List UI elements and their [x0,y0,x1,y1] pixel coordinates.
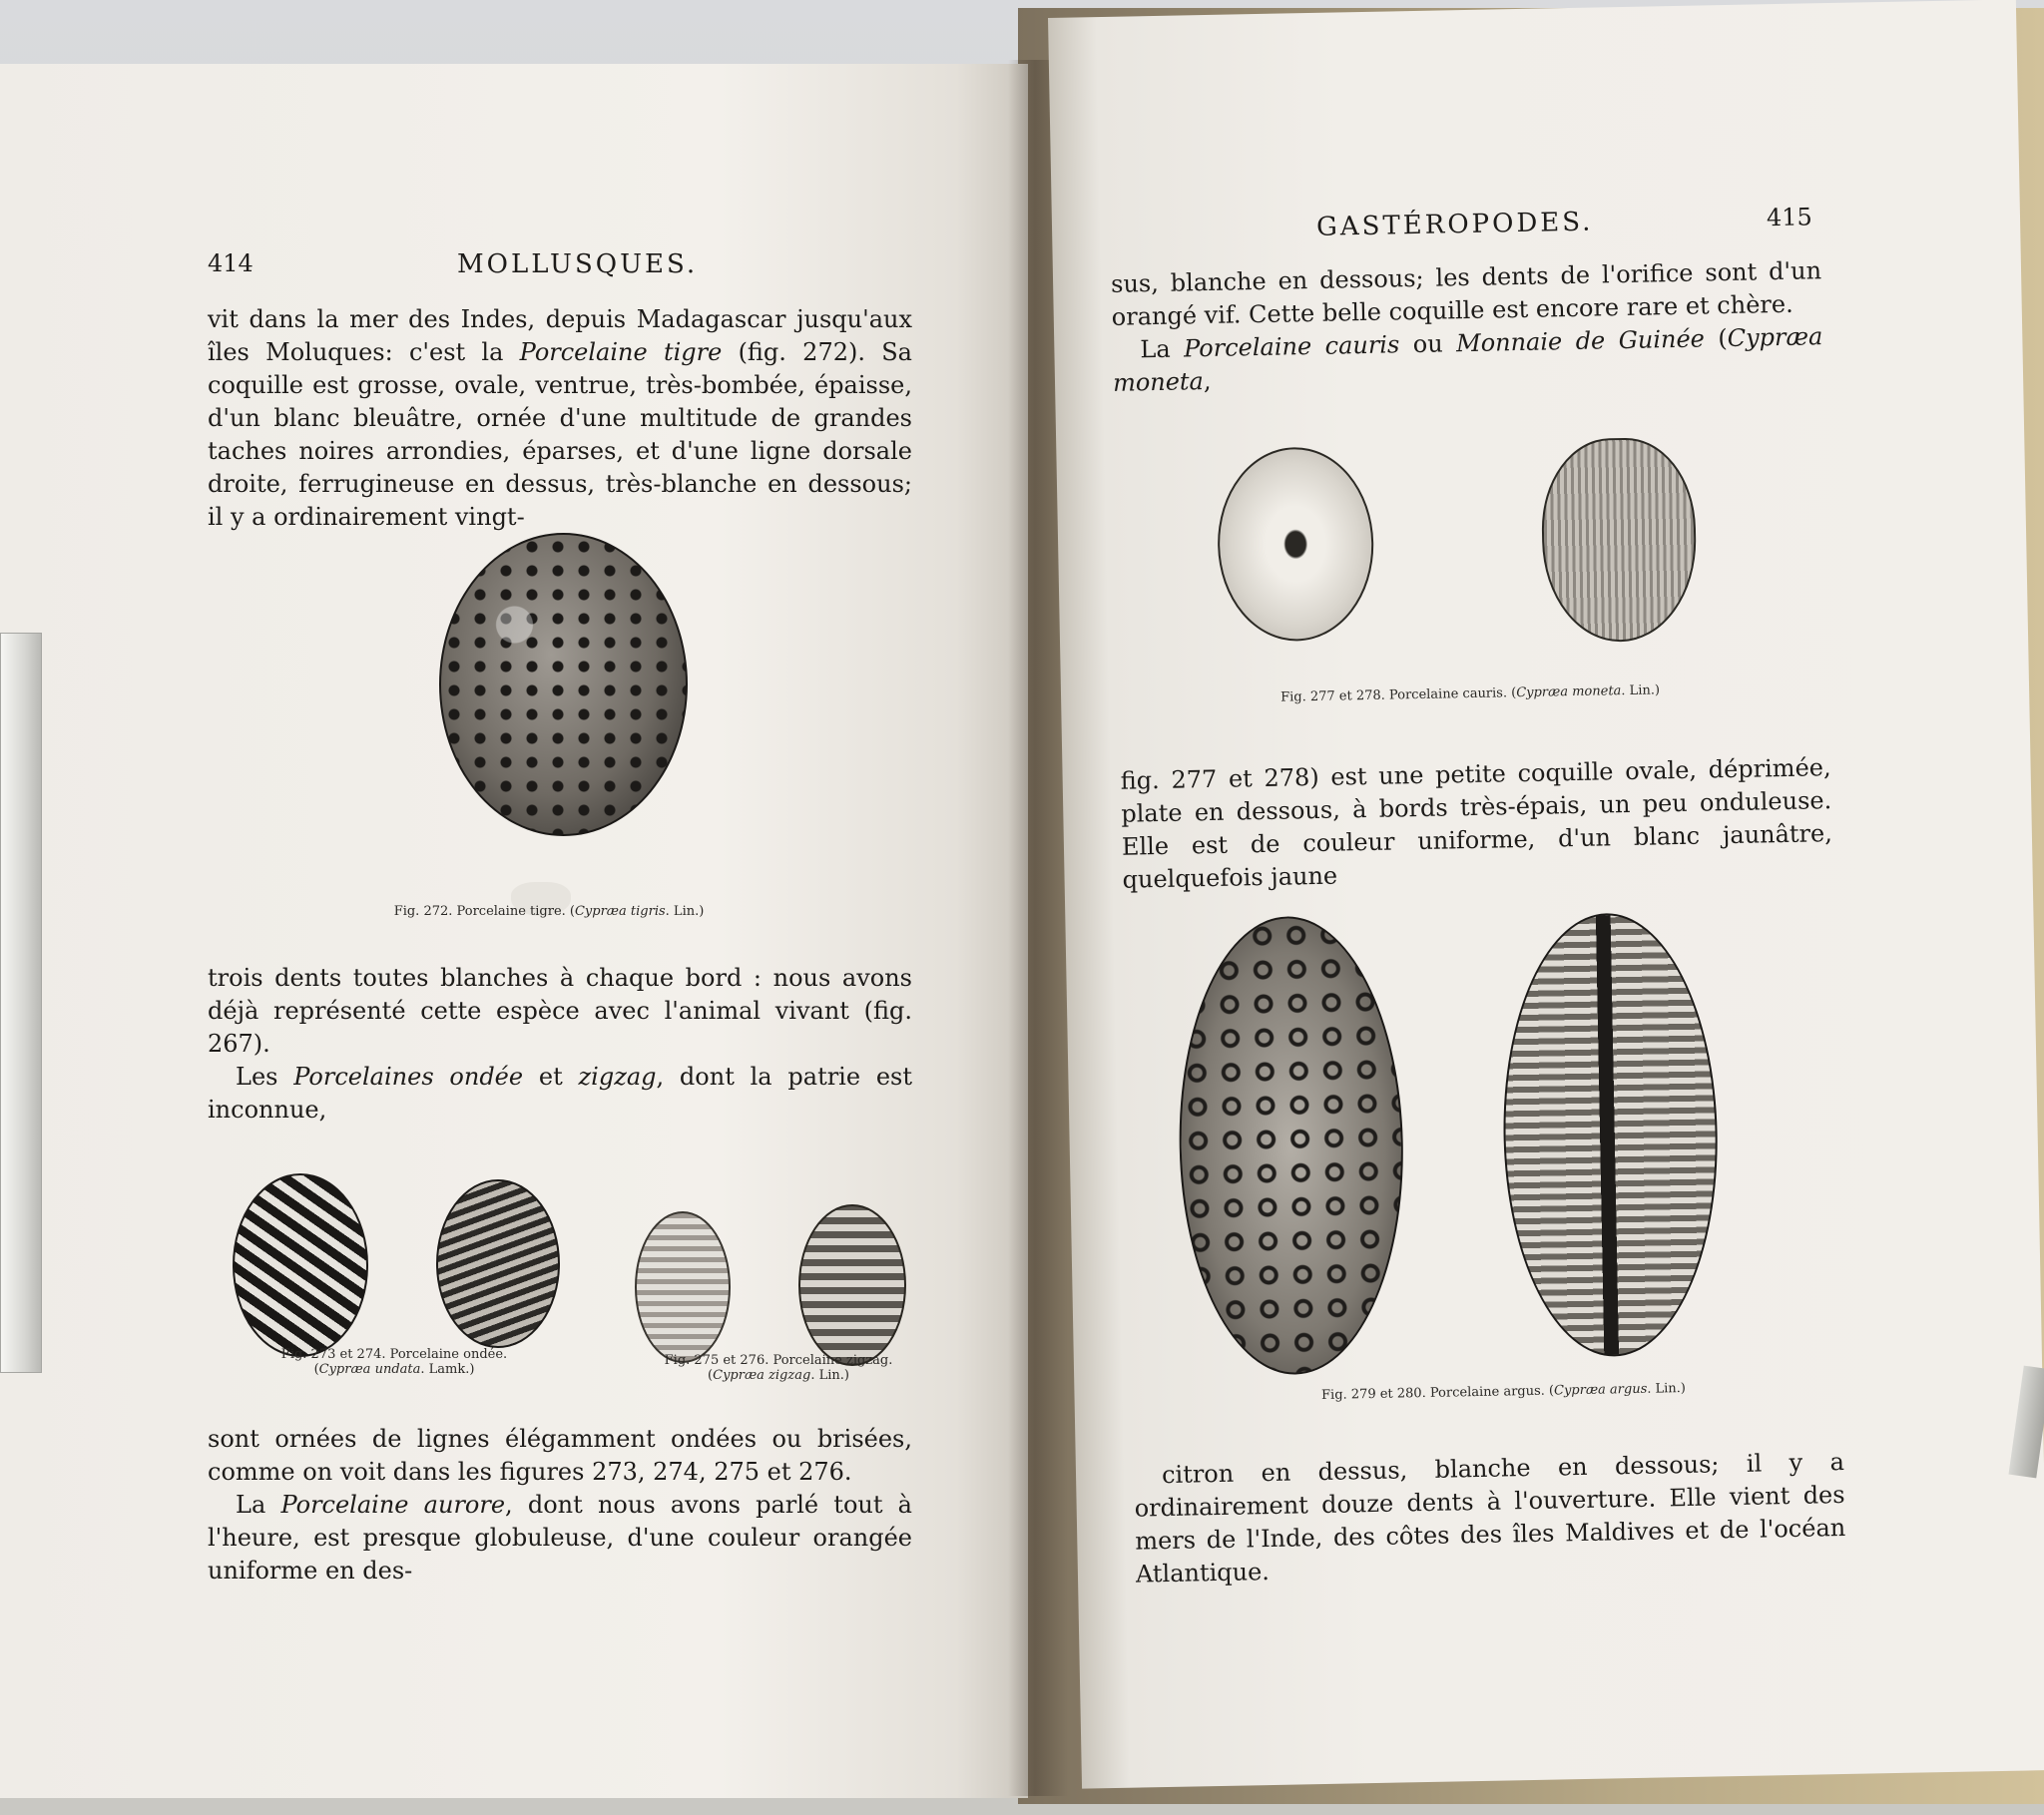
shell-argus-illustration-back [1175,914,1407,1376]
italic-text-run: Cypræa argus [1553,1381,1648,1399]
italic-text-run: Cypræa moneta [1112,322,1823,397]
text-run: , dont la patrie est inconnue, [208,1063,913,1124]
text-run: et [523,1063,579,1091]
left-page [0,64,1028,1798]
text-run: fig. 277 et 278) est une petite coquille ovale, déprimée, plate en dessous, à bords très-épais, un peu onduleuse. Elle est de couleur uniforme, d'un blanc jaunâtre, quelquefois jaune [1120,753,1833,894]
bookmark-strip-left [0,633,42,1373]
right-page [1048,0,2044,1789]
left-para-2 [208,962,912,1127]
left-para-1 [208,303,912,534]
shell-zigzag-illustration-1 [635,1211,731,1363]
right-para-2 [1120,751,1832,897]
text-run: ( [313,1362,319,1377]
shell-zigzag-illustration-2 [798,1204,906,1366]
text-run: ou [1399,329,1457,359]
text-run: . Lin.) [1621,682,1661,699]
italic-text-run: Porcelaines ondée [293,1063,524,1091]
running-head-left: MOLLUSQUES. [457,249,699,279]
shell-ondee-illustration-2 [436,1179,560,1348]
caption-fig-273-274: Fig. 273 et 274. Porcelaine ondée. (Cypræa undata. Lamk.) [280,1347,508,1377]
text-run: La [1140,334,1185,364]
text-run: Fig. 279 et 280. Porcelaine argus. ( [1320,1383,1555,1403]
italic-text-run: zigzag [578,1063,657,1091]
text-run: vit dans la mer des Indes, depuis Madagascar jusqu'aux îles Moluques: c'est la [208,305,912,366]
shell-ondee-illustration-1 [233,1173,368,1357]
italic-text-run: Cypræa zigzag [713,1368,811,1383]
shell-porcelaine-tigre-illustration [439,533,688,836]
caption-fig-275-276: Fig. 275 et 276. Porcelaine zigzag. (Cypræa zigzag. Lin.) [664,1353,893,1383]
caption-fig-277-278 [1191,681,1750,707]
text-run: La [236,1491,281,1519]
text-run: , [1203,366,1212,396]
text-run: Fig. 272. Porcelaine tigre. ( [393,904,575,919]
italic-text-run: Porcelaine aurore [280,1491,506,1519]
text-run: trois dents toutes blanches à chaque bord : nous avons déjà représenté cette espèce avec l'animal vivant (fig. 267). [208,964,912,1058]
text-run: , dont nous avons parlé tout à l'heure, est presque globuleuse, d'une couleur orangée uniforme en des- [208,1491,912,1585]
caption-fig-272 [299,904,798,919]
text-run: . Lin.) [1647,1380,1687,1397]
text-run: sont ornées de lignes élégamment ondées ou brisées, comme on voit dans les figures 273, 274, 275 et 276. [208,1425,912,1486]
italic-text-run: Porcelaine tigre [519,338,723,366]
running-head-right: GASTÉROPODES. [1315,207,1594,242]
right-para-1 [1111,254,1823,400]
italic-text-run: Cypræa undata [318,1362,421,1377]
text-run: ( [708,1368,714,1383]
shell-argus-illustration-front [1499,911,1721,1358]
text-run: Fig. 277 et 278. Porcelaine cauris. ( [1280,685,1517,705]
text-run: citron en dessus, blanche en dessous; il y a ordinairement douze dents à l'ouverture. Elle vient des mers de l'Inde, des côtes des îles Maldives et de l'océan Atlantique. [1134,1447,1846,1588]
italic-text-run: Cypræa moneta [1516,683,1622,701]
italic-text-run: Monnaie de Guinée [1455,324,1706,358]
right-para-3 [1134,1446,1846,1591]
text-run: . Lin.) [665,904,705,919]
text-run: Les [236,1063,294,1091]
italic-text-run: Cypræa tigris [574,904,666,919]
left-para-3 [208,1423,912,1588]
shell-cauris-illustration-front [1216,446,1375,643]
text-run: ( [1704,323,1728,353]
text-run: sus, blanche en dessous; les dents de l'orifice sont d'un orangé vif. Cette belle coquille est encore rare et chère. [1110,256,1822,331]
caption-fig-279-280 [1224,1379,1783,1405]
italic-text-run: Porcelaine cauris [1183,330,1400,363]
page-number-right: 415 [1766,203,1813,232]
shell-cauris-illustration-back [1540,437,1698,644]
page-number-left: 414 [208,249,254,277]
text-run: . Lamk.) [420,1362,475,1377]
text-run: (fig. 272). Sa coquille est grosse, ovale, ventrue, très-bombée, épaisse, d'un blanc bleuâtre, ornée d'une multitude de grandes taches noires arrondies, éparses, et d'une ligne dorsale droite, ferrugineuse en dessus, très-blanche en dessous; il y a ordinairement vingt- [208,338,912,531]
text-run: . Lin.) [810,1368,849,1383]
